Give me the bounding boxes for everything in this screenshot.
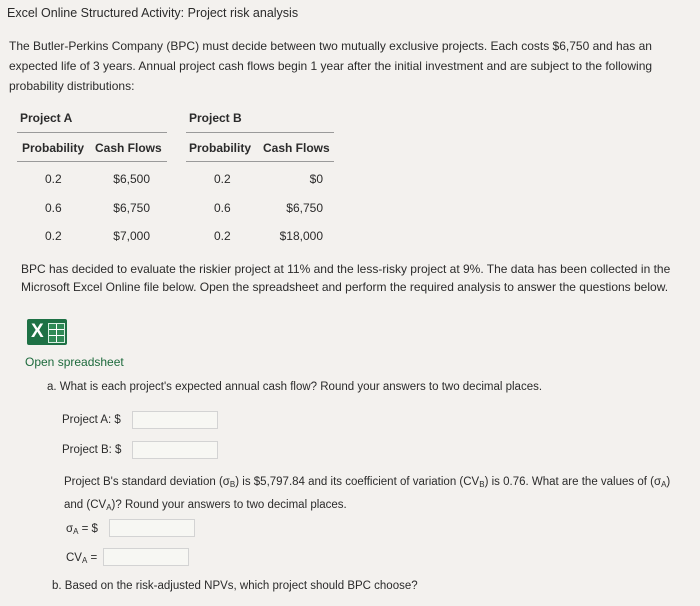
table-cell: 0.2: [45, 172, 62, 186]
evaluation-line: BPC has decided to evaluate the riskier project at 11% and the less-risky project at 9%. The data has been collected in the: [21, 262, 671, 276]
intro-line: expected life of 3 years. Annual project cash flows begin 1 year after the initial investment and are subject to the following: [9, 59, 653, 73]
cv-a-input[interactable]: [103, 548, 189, 566]
excel-icon[interactable]: X: [27, 319, 67, 345]
table-divider: [17, 132, 167, 133]
table-cell: $0: [309, 172, 323, 186]
table-cell: 0.2: [45, 229, 62, 243]
table-divider: [186, 161, 334, 162]
project-a-answer-label: Project A: $: [62, 414, 121, 426]
project-a-col-probability: Probability: [22, 141, 85, 155]
page-title: Excel Online Structured Activity: Project risk analysis: [7, 6, 299, 20]
question-b-text: b. Based on the risk-adjusted NPVs, which project should BPC choose?: [52, 580, 418, 592]
std-dev-question-line2: and $(CV_A)$? Round your answers to two decimal places.: [64, 499, 347, 512]
evaluation-line: Microsoft Excel Online file below. Open the spreadsheet and perform the required analysis to answer the questions below.: [21, 280, 669, 294]
table-cell: 0.2: [214, 172, 231, 186]
table-cell: $7,000: [113, 229, 150, 243]
cv-a-label: $CV_A$ =: [66, 552, 98, 565]
table-cell: $6,750: [113, 201, 150, 215]
table-cell: 0.2: [214, 229, 231, 243]
sigma-a-label: $\sigma_A$ = $: [66, 523, 98, 536]
sigma-a-input[interactable]: [109, 519, 195, 537]
project-a-title: Project A: [20, 111, 73, 125]
project-b-title: Project B: [189, 111, 242, 125]
evaluation-paragraph: [21, 260, 681, 296]
table-cell: $18,000: [279, 229, 323, 243]
question-a-text: a. What is each project's expected annual cash flow? Round your answers to two decimal places.: [47, 381, 543, 393]
intro-paragraph: [9, 36, 689, 96]
project-b-col-probability: Probability: [189, 141, 252, 155]
project-a-expected-cf-input[interactable]: [132, 411, 218, 429]
table-divider: [186, 132, 334, 133]
project-b-col-cashflows: Cash Flows: [263, 141, 330, 155]
project-b-expected-cf-input[interactable]: [132, 441, 218, 459]
table-divider: [17, 161, 167, 162]
table-cell: $6,500: [113, 172, 150, 186]
table-cell: 0.6: [45, 201, 62, 215]
intro-line: probability distributions:: [9, 79, 135, 93]
std-dev-question: [64, 472, 694, 518]
intro-line: The Butler-Perkins Company (BPC) must decide between two mutually exclusive projects. Each costs $6,750 and has an: [9, 39, 652, 53]
table-cell: 0.6: [214, 201, 231, 215]
project-b-answer-label: Project B: $: [62, 444, 122, 456]
table-cell: $6,750: [286, 201, 323, 215]
open-spreadsheet-link[interactable]: Open spreadsheet: [25, 355, 124, 369]
std-dev-question-line1: Project B's standard deviation $(\sigma_B)$ is $5,797.84 and its coefficient of variation $(CV_B)$ is 0.76. What are the values of $(\sigma_A)$: [64, 476, 671, 489]
project-a-col-cashflows: Cash Flows: [95, 141, 162, 155]
